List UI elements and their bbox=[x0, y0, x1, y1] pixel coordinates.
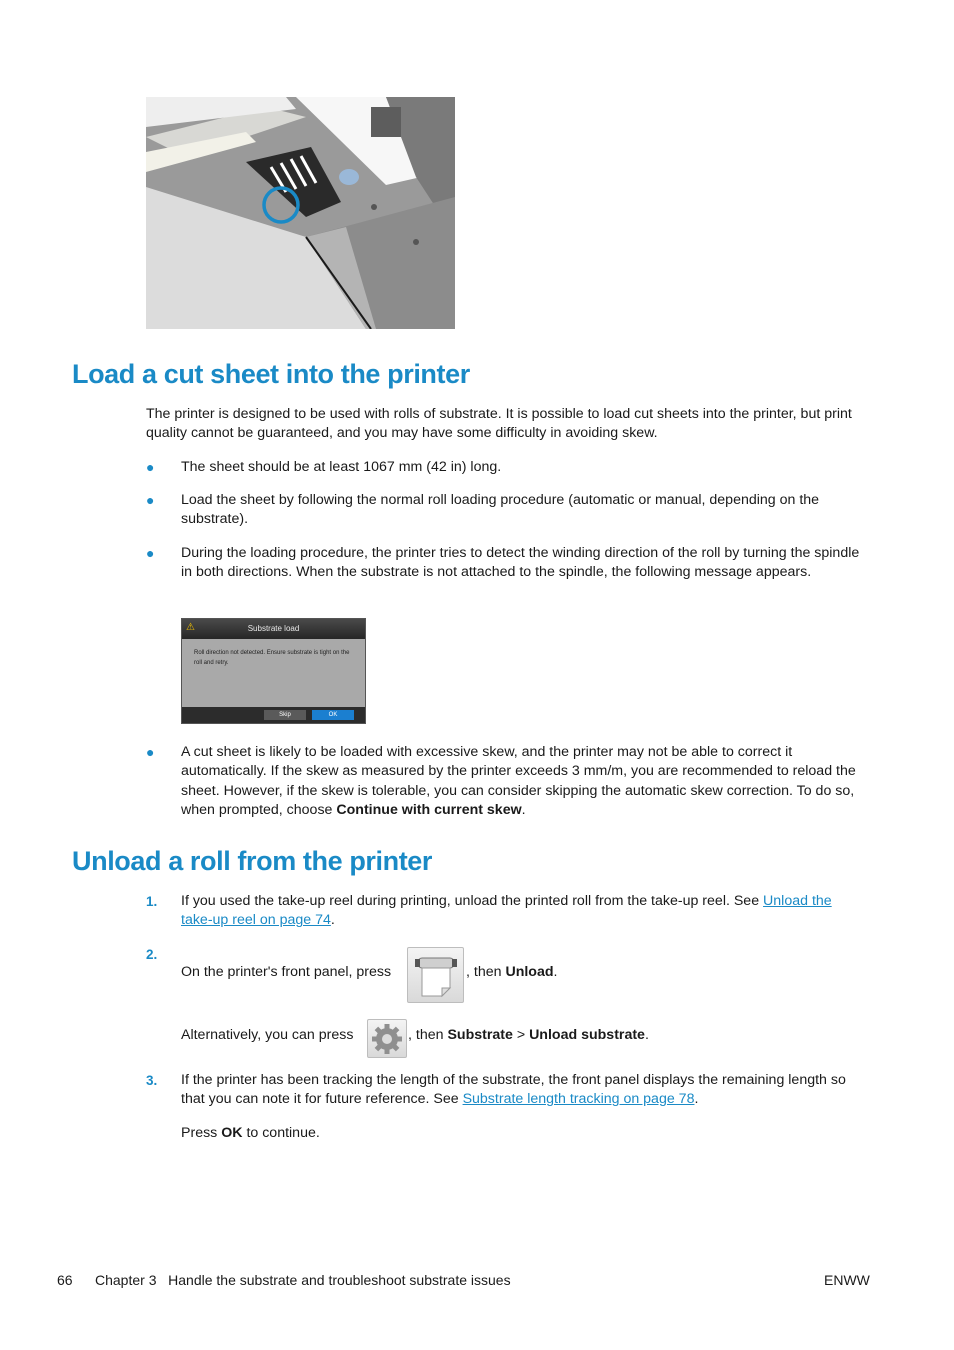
step-text-part: If you used the take-up reel during printing, unload the printed roll from the take-up reel. See bbox=[181, 893, 764, 909]
unload-roll-icon bbox=[407, 947, 464, 1003]
list-item bbox=[146, 491, 866, 531]
skip-button[interactable]: Skip bbox=[264, 710, 306, 720]
section-title-unload-roll: Unload a roll from the printer bbox=[72, 846, 433, 876]
page-number: 66 bbox=[57, 1272, 73, 1288]
step-text-part: , then bbox=[466, 964, 506, 980]
dialog-header bbox=[182, 619, 365, 639]
list-item bbox=[146, 743, 866, 823]
list-item bbox=[146, 458, 866, 478]
press-text-part: to continue. bbox=[242, 1125, 320, 1141]
list-item-text: Load the sheet by following the normal roll loading procedure (automatic or manual, depending on the substrate). bbox=[181, 492, 820, 528]
dialog-footer bbox=[182, 707, 365, 723]
dialog-title: Substrate load bbox=[247, 624, 300, 633]
intro-paragraph: The printer is designed to be used with rolls of substrate. It is possible to load cut sheets into the printer, but print quality cannot be guaranteed, and you may have some difficulty in avoiding skew. bbox=[146, 406, 852, 442]
settings-gear-icon bbox=[367, 1019, 407, 1058]
step-text bbox=[181, 892, 866, 931]
list-item-text: During the loading procedure, the printer tries to detect the winding direction of the roll by turning the spindle in both directions. When the substrate is not attached to the spindle, the following message appears. bbox=[181, 545, 860, 581]
alt-text-part: , then bbox=[408, 1027, 448, 1043]
ok-button[interactable]: OK bbox=[312, 710, 354, 720]
dialog-message: Roll direction not detected. Ensure substrate is tight on the roll and retry. bbox=[194, 650, 350, 666]
substrate-length-tracking-link[interactable]: Substrate length tracking on page 78 bbox=[462, 1091, 695, 1108]
step-text-part: . bbox=[694, 1091, 699, 1108]
step-text-part: . bbox=[553, 964, 558, 980]
step-1 bbox=[146, 892, 866, 932]
step-text bbox=[181, 1071, 866, 1110]
printer-illustration bbox=[146, 97, 455, 329]
alternative-instruction bbox=[181, 1018, 866, 1058]
press-text-part: Press bbox=[181, 1125, 222, 1141]
press-ok-instruction bbox=[181, 1124, 866, 1143]
step-text-part: . bbox=[330, 912, 335, 929]
continue-with-current-skew-label: Continue with current skew bbox=[336, 801, 522, 818]
step-number: 2. bbox=[146, 947, 158, 962]
section-title-load-cut-sheet: Load a cut sheet into the printer bbox=[72, 359, 470, 389]
alt-text-part: > bbox=[512, 1027, 530, 1043]
footer-code: ENWW bbox=[824, 1272, 870, 1288]
step-2 bbox=[146, 945, 866, 1005]
alt-text: Alternatively, you can press bbox=[181, 1027, 354, 1043]
step-number: 3. bbox=[146, 1073, 158, 1088]
list-item-text-part: A cut sheet is likely to be loaded with excessive skew, and the printer may not be able to correct it automatically. If the skew as measured by the printer exceeds 3 mm/m, you are recommended to reload the sheet. However, if the skew is tolerable, you can consider skipping the automatic skew correction. To do so, when prompted, choose bbox=[181, 744, 856, 818]
unload-label: Unload bbox=[505, 964, 554, 980]
printer-photo bbox=[146, 97, 455, 329]
alt-text-part: . bbox=[644, 1027, 649, 1043]
chapter-title: Chapter 3 Handle the substrate and troubleshoot substrate issues bbox=[95, 1272, 511, 1288]
substrate-label: Substrate bbox=[447, 1027, 513, 1043]
unload-substrate-label: Unload substrate bbox=[529, 1027, 645, 1043]
list-item-text bbox=[181, 743, 866, 820]
unload-take-up-reel-link[interactable]: Unload the take-up reel on page 74 bbox=[181, 893, 832, 929]
step-text-tail bbox=[466, 963, 557, 982]
ok-label: OK bbox=[221, 1125, 243, 1141]
bullet-dot-icon: ● bbox=[146, 545, 155, 561]
list-item-text: The sheet should be at least 1067 mm (42 in) long. bbox=[181, 459, 502, 475]
warning-icon: ⚠ bbox=[186, 622, 195, 633]
list-item-text-part: . bbox=[521, 801, 526, 818]
alt-text-tail bbox=[408, 1026, 649, 1045]
list-item bbox=[146, 544, 866, 604]
step-text-part: If the printer has been tracking the length of the substrate, the front panel displays the remaining length so that you can note it for future reference. See bbox=[181, 1072, 846, 1108]
bullet-dot-icon: ● bbox=[146, 744, 155, 760]
substrate-load-dialog bbox=[181, 618, 366, 724]
step-number: 1. bbox=[146, 894, 158, 909]
bullet-dot-icon: ● bbox=[146, 492, 155, 508]
bullet-dot-icon: ● bbox=[146, 459, 155, 475]
step-text: On the printer's front panel, press bbox=[181, 964, 392, 980]
step-3 bbox=[146, 1071, 866, 1111]
